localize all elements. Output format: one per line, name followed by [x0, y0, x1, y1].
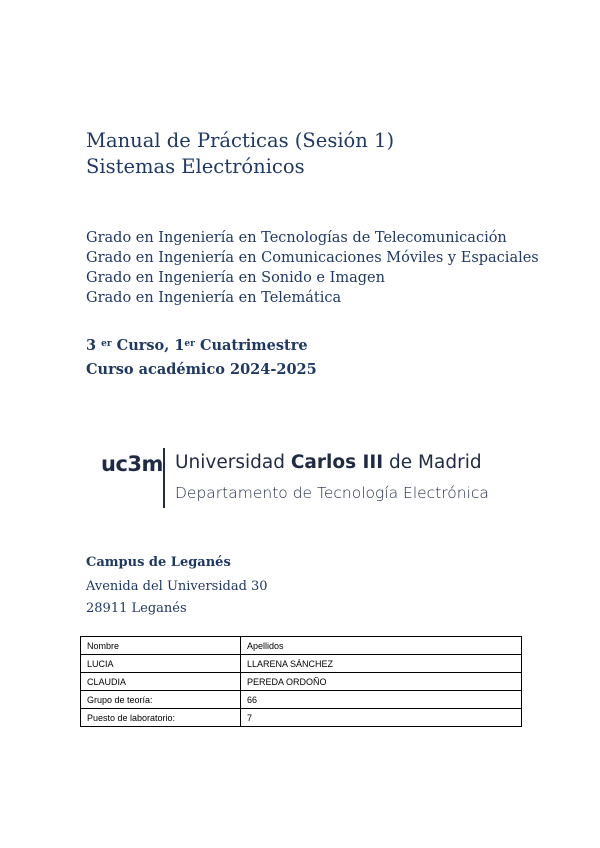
address-line-2: 28911 Leganés	[86, 601, 187, 616]
degree-item: Grado en Ingeniería en Tecnologías de Telecomunicación	[86, 230, 507, 246]
title-line-2: Sistemas Electrónicos	[86, 155, 305, 178]
campus-name: Campus de Leganés	[86, 555, 231, 570]
degree-list	[86, 228, 539, 308]
degree-item: Grado en Ingeniería en Comunicaciones Móviles y Espaciales	[86, 250, 539, 266]
university-name-suffix: de Madrid	[383, 452, 482, 473]
course-year-ordinal: er	[101, 339, 112, 349]
table-row	[81, 709, 522, 727]
university-name-prefix: Universidad	[175, 452, 291, 473]
table-cell: 66	[241, 691, 522, 709]
table-row	[81, 655, 522, 673]
campus-address	[86, 576, 268, 620]
table-cell: CLAUDIA	[81, 673, 241, 691]
table-cell: Grupo de teoría:	[81, 691, 241, 709]
address-line-1: Avenida del Universidad 30	[86, 579, 268, 594]
document-title	[86, 128, 394, 180]
logo-divider	[163, 448, 165, 508]
course-year-label: Curso, 1	[111, 337, 185, 354]
table-cell: Nombre	[81, 637, 241, 655]
uc3m-mark: uc3m	[101, 452, 163, 476]
academic-year: Curso académico 2024-2025	[86, 361, 317, 378]
table-row	[81, 691, 522, 709]
university-logo	[101, 448, 501, 510]
table-row	[81, 673, 522, 691]
course-term-label: Cuatrimestre	[194, 337, 308, 354]
table-cell: LLARENA SÁNCHEZ	[241, 655, 522, 673]
table-cell: Puesto de laboratorio:	[81, 709, 241, 727]
student-info-table	[80, 636, 522, 727]
table-cell: PEREDA ORDOÑO	[241, 673, 522, 691]
university-name-bold: Carlos III	[290, 452, 384, 473]
department-name: Departamento de Tecnología Electrónica	[175, 484, 489, 502]
table-row	[81, 637, 522, 655]
table-cell: 7	[241, 709, 522, 727]
course-info	[86, 334, 317, 382]
table-cell: Apellidos	[241, 637, 522, 655]
degree-item: Grado en Ingeniería en Sonido e Imagen	[86, 270, 385, 286]
course-term-ordinal: er	[184, 339, 195, 349]
table-cell: LUCIA	[81, 655, 241, 673]
course-year-term	[86, 334, 317, 358]
title-line-1: Manual de Prácticas (Sesión 1)	[86, 129, 395, 152]
degree-item: Grado en Ingeniería en Telemática	[86, 290, 342, 306]
university-name	[175, 452, 482, 473]
course-year-number: 3	[86, 337, 97, 354]
